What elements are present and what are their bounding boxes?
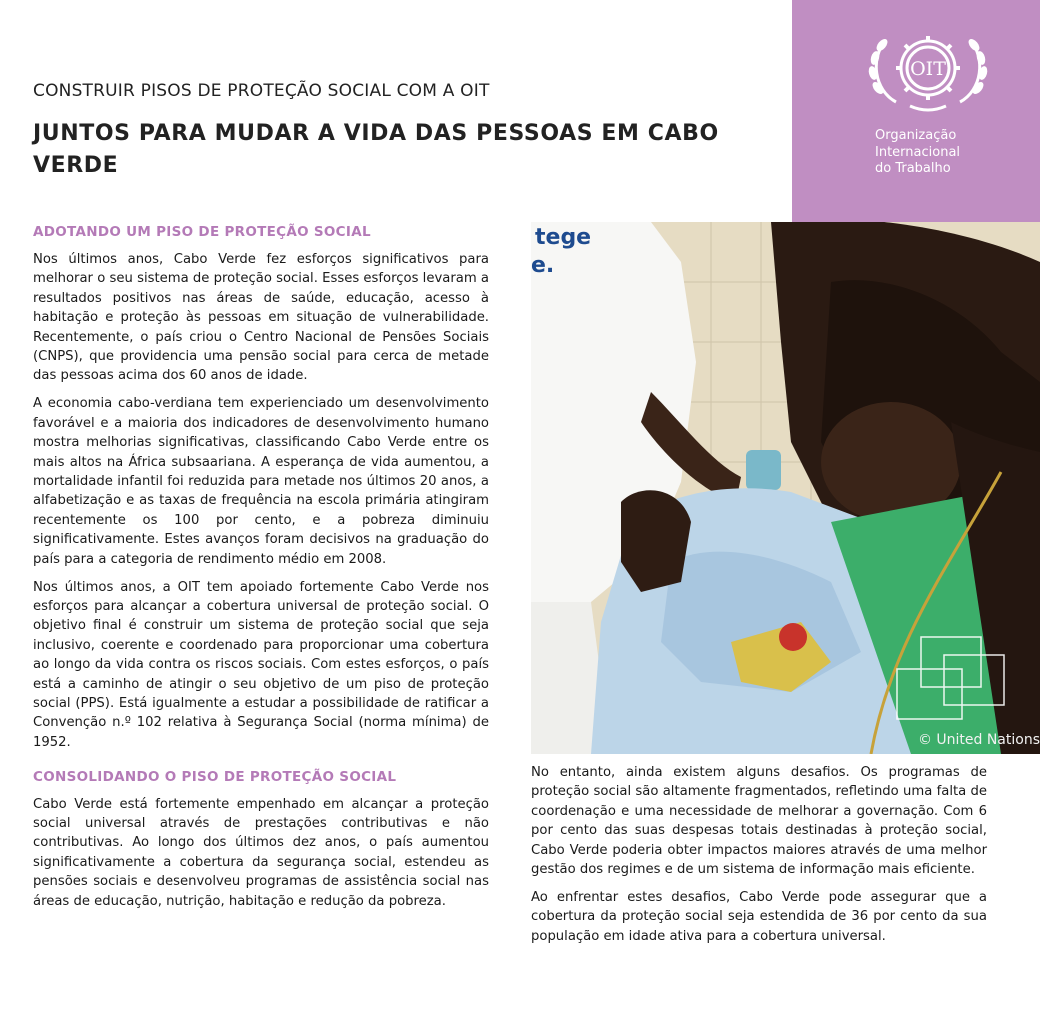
organization-name <box>875 128 1025 178</box>
shirt-text: e. <box>531 253 555 278</box>
vaccination-photo <box>531 222 1040 754</box>
organization-name-line: Internacional <box>875 144 961 160</box>
shirt-text: tege <box>535 225 592 250</box>
section-heading-adotando: ADOTANDO UM PISO DE PROTEÇÃO SOCIAL <box>33 224 371 240</box>
body-paragraph: Nos últimos anos, Cabo Verde fez esforços significativos para melhorar o seu sistema de proteção social. Esses esforços levaram a resultados positivos nas áreas de saúde, educação, acesso à habitação e proteção às pessoas em situação de vulnerabilidade. Recentemente, o país criou o Centro Nacional de Pensões Sociais (CNPS), que providencia uma pensão social para cerca de metade das pessoas acima dos 60 anos de idade. <box>33 252 489 384</box>
body-paragraph: Nos últimos anos, a OIT tem apoiado fortemente Cabo Verde nos esforços para alcançar a cobertura universal de proteção social. O objetivo final é construir um sistema de proteção social que seja inclusivo, coerente e coordenado para proporcionar uma cobertura ao longo da vida contra os riscos sociais. Com estes esforços, o país está a caminho de atingir o seu objetivo de um piso de proteção social (PPS). Está igualmente a estudar a possibilidade de ratificar a Convenção n.º 102 relativa à Segurança Social (norma mínima) de 1952. <box>33 579 489 750</box>
photo-credit: © United Nations <box>917 732 1040 748</box>
body-paragraph: Ao enfrentar estes desafios, Cabo Verde pode assegurar que a cobertura da proteção social seja estendida de 36 por cento da sua população em idade ativa para a cobertura universal. <box>531 889 987 944</box>
oit-logo <box>866 28 990 114</box>
left-column <box>33 224 489 920</box>
organization-name-line: do Trabalho <box>875 161 951 176</box>
section-heading-consolidando: CONSOLIDANDO O PISO DE PROTEÇÃO SOCIAL <box>33 768 397 785</box>
page-title: JUNTOS PARA MUDAR A VIDA DAS PESSOAS EM CABO VERDE <box>33 121 719 178</box>
body-paragraph: Cabo Verde está fortemente empenhado em alcançar a proteção social universal através de prestações contributivas e não contributivas. Ao longo dos últimos dez anos, o país aumentou significativamente a cobertura da segurança social, estendeu as pensões sociais e desenvolveu programas de assistência social nas áreas de educação, nutrição, habitação e redução da pobreza. <box>33 796 489 909</box>
right-column <box>531 763 987 955</box>
body-paragraph: A economia cabo-verdiana tem experienciado um desenvolvimento favorável e a maioria dos indicadores de desenvolvimento humano mostra melhorias significativas, classificando Cabo Verde entre os mais altos na África subsaariana. A esperança de vida aumentou, a mortalidade infantil foi reduzida para metade nos últimos 20 anos, a alfabetização e as taxas de frequência na escola primária atingiram recentemente os 100 por cento, e a pobreza diminuiu significativamente. Estes avanços foram decisivos na graduação do país para a categoria de rendimento médio em 2008. <box>33 396 489 567</box>
organization-name-line: Organização <box>875 128 957 143</box>
oit-logo-text: OIT <box>910 58 946 80</box>
body-paragraph: No entanto, ainda existem alguns desafios. Os programas de proteção social são altamente fragmentados, refletindo uma falta de coordenação e uma necessidade de melhorar a governação. Com 6 por cento das suas despesas totais destinadas à proteção social, Cabo Verde poderia obter impactos maiores através de uma melhor gestão dos regimes e de um sistema de informação mais eficiente. <box>531 765 987 878</box>
page-kicker: CONSTRUIR PISOS DE PROTEÇÃO SOCIAL COM A OIT <box>33 81 490 101</box>
